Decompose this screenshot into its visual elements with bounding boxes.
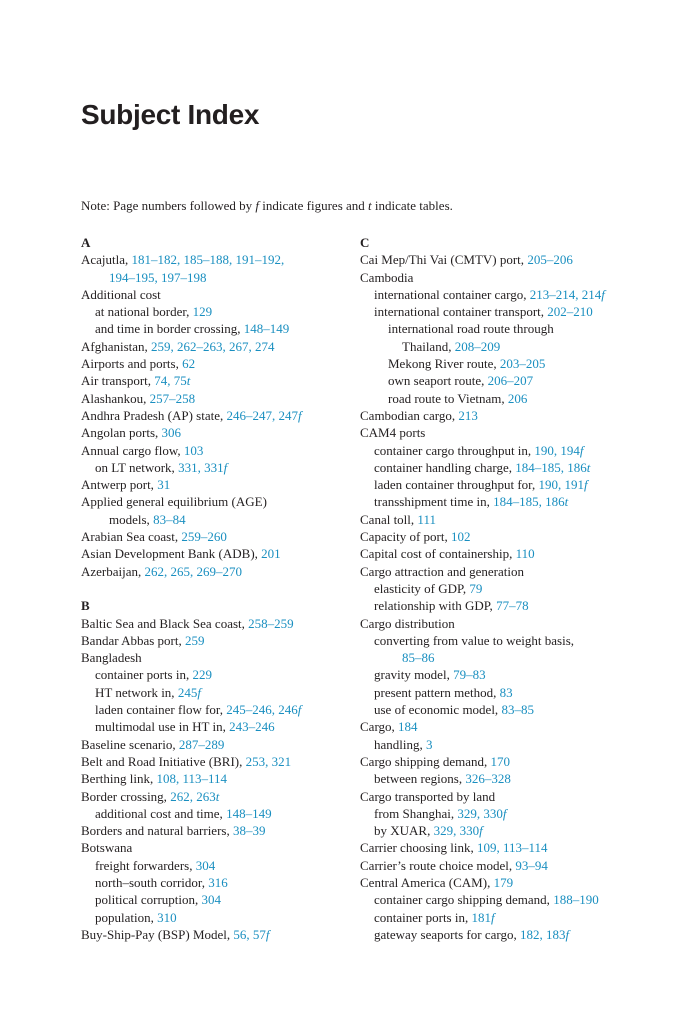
entry-term: Airports and ports, <box>81 356 183 372</box>
entry-page-links[interactable]: 56, 57f <box>233 926 270 942</box>
note-text: indicate tables. <box>371 198 453 213</box>
entry-page-links[interactable]: 243–246 <box>229 719 275 735</box>
entry-term: elasticity of GDP, <box>374 580 470 596</box>
index-entry <box>81 891 343 908</box>
entry-term: present pattern method, <box>374 684 500 700</box>
index-entry <box>360 666 660 683</box>
entry-page-links[interactable]: 253, 321 <box>245 753 292 769</box>
entry-term: CAM4 ports <box>360 425 426 441</box>
index-entry <box>360 355 660 372</box>
entry-page-links[interactable]: 206 <box>507 390 528 406</box>
entry-page-links[interactable]: 190, 191f <box>538 477 588 493</box>
entry-page-links[interactable]: 262, 265, 269–270 <box>144 563 243 579</box>
entry-page-links[interactable]: 258–259 <box>248 615 294 631</box>
index-entry <box>360 372 660 389</box>
entry-page-links[interactable]: 213–214, 214f <box>529 286 605 302</box>
index-entry <box>81 545 343 562</box>
index-entry <box>81 701 343 718</box>
entry-term: by XUAR, <box>374 823 434 839</box>
index-entry <box>360 615 660 632</box>
entry-term: container ports in, <box>95 667 193 683</box>
entry-term: additional cost and time, <box>95 805 227 821</box>
index-entry <box>81 563 343 580</box>
entry-term: transshipment time in, <box>374 494 494 510</box>
index-column-right <box>360 234 660 943</box>
entry-page-links[interactable]: 79–83 <box>453 667 486 683</box>
entry-page-links[interactable]: 111 <box>417 511 436 527</box>
entry-term: Cargo, <box>360 719 399 735</box>
entry-page-links[interactable]: 205–206 <box>527 252 573 268</box>
index-entry <box>360 753 660 770</box>
entry-term: Additional cost <box>81 286 161 302</box>
note-t: t <box>368 198 372 213</box>
entry-page-links[interactable]: 83 <box>499 684 513 700</box>
entry-term: Cai Mep/Thi Vai (CMTV) port, <box>360 252 528 268</box>
entry-term: Borders and natural barriers, <box>81 823 233 839</box>
entry-page-links[interactable]: 194–195, 197–198 <box>109 269 207 285</box>
entry-term: north–south corridor, <box>95 874 209 890</box>
entry-page-links[interactable]: 326–328 <box>465 771 511 787</box>
index-entry <box>81 493 343 510</box>
entry-term: HT network in, <box>95 684 178 700</box>
entry-term: Belt and Road Initiative (BRI), <box>81 753 246 769</box>
entry-page-links[interactable]: 170 <box>490 753 510 769</box>
entry-page-links[interactable]: 329, 330f <box>457 805 507 821</box>
entry-term: multimodal use in HT in, <box>95 719 230 735</box>
entry-term: Air transport, <box>81 373 155 389</box>
entry-page-links[interactable]: 74, 75t <box>154 373 191 389</box>
entry-page-links[interactable]: 259–260 <box>181 529 227 545</box>
index-entry <box>81 857 343 874</box>
entry-page-links[interactable]: 102 <box>450 529 471 545</box>
entry-page-links[interactable]: 184 <box>398 719 418 735</box>
entry-page-links[interactable]: 304 <box>195 857 216 873</box>
entry-page-links[interactable]: 208–209 <box>454 338 501 354</box>
index-entry <box>81 303 343 320</box>
entry-term: international road route through <box>388 321 554 337</box>
index-note <box>81 197 453 214</box>
entry-term: Alashankou, <box>81 390 150 406</box>
entry-page-links[interactable]: 202–210 <box>547 304 593 320</box>
index-entry <box>81 528 343 545</box>
index-entry <box>360 736 660 753</box>
entry-page-links[interactable]: 188–190 <box>553 892 599 908</box>
entry-term: models, <box>109 511 154 527</box>
entry-term: Bandar Abbas port, <box>81 632 185 648</box>
entry-page-links[interactable]: 245f <box>177 684 201 700</box>
index-entry <box>81 684 343 701</box>
entry-term: Thailand, <box>402 338 455 354</box>
index-entry <box>360 701 660 718</box>
index-entry <box>81 286 343 303</box>
index-entry <box>81 632 343 649</box>
entry-term: Berthing link, <box>81 771 157 787</box>
entry-page-links[interactable]: 181f <box>471 909 495 925</box>
entry-term: Cargo distribution <box>360 615 455 631</box>
entry-term: converting from value to weight basis, <box>374 632 575 648</box>
entry-term: laden container throughput for, <box>374 477 539 493</box>
entry-term: Central America (CAM), <box>360 874 494 890</box>
index-entry <box>81 251 343 268</box>
entry-term: Carrier’s route choice model, <box>360 857 516 873</box>
entry-page-links[interactable]: 109, 113–114 <box>476 840 548 856</box>
index-entry <box>360 788 660 805</box>
entry-term: container cargo throughput in, <box>374 442 535 458</box>
index-entry <box>360 320 660 337</box>
entry-term: Baseline scenario, <box>81 736 179 752</box>
entry-term: use of economic model, <box>374 702 502 718</box>
entry-page-links[interactable]: 259, 262–263, 267, 274 <box>151 338 275 354</box>
note-text: indicate figures and <box>259 198 369 213</box>
index-entry <box>360 459 660 476</box>
entry-term: political corruption, <box>95 892 202 908</box>
index-entry <box>360 580 660 597</box>
index-entry <box>360 632 660 649</box>
index-entry <box>360 909 660 926</box>
index-entry <box>360 407 660 424</box>
index-entry <box>81 320 343 337</box>
index-entry <box>81 338 343 355</box>
index-entry <box>360 528 660 545</box>
index-entry <box>360 303 660 320</box>
entry-page-links[interactable]: 85–86 <box>402 650 435 666</box>
index-entry <box>81 839 343 856</box>
entry-term: Border crossing, <box>81 788 171 804</box>
entry-term: road route to Vietnam, <box>388 390 508 406</box>
entry-term: Cargo shipping demand, <box>360 753 491 769</box>
entry-term: between regions, <box>374 771 466 787</box>
entry-page-links[interactable]: 148–149 <box>226 805 272 821</box>
index-entry <box>81 909 343 926</box>
entry-page-links[interactable]: 304 <box>201 892 222 908</box>
entry-term: Cambodian cargo, <box>360 407 459 423</box>
index-entry <box>360 286 660 303</box>
entry-term: Capital cost of containership, <box>360 546 516 562</box>
entry-term: gateway seaports for cargo, <box>374 926 520 942</box>
entry-term: container ports in, <box>374 909 472 925</box>
entry-page-links[interactable]: 213 <box>458 407 478 423</box>
entry-page-links[interactable]: 306 <box>161 425 182 441</box>
index-entry <box>360 545 660 562</box>
entry-term: on LT network, <box>95 459 179 475</box>
entry-page-links[interactable]: 201 <box>261 546 281 562</box>
entry-page-links[interactable]: 79 <box>469 580 483 596</box>
index-entry <box>81 442 343 459</box>
index-entry <box>360 839 660 856</box>
entry-page-links[interactable]: 259 <box>184 632 205 648</box>
index-entry <box>81 269 343 286</box>
entry-term: Azerbaijan, <box>81 563 145 579</box>
entry-page-links[interactable]: 229 <box>192 667 212 683</box>
entry-page-links[interactable]: 203–205 <box>499 356 546 372</box>
index-entry <box>81 666 343 683</box>
index-entry <box>360 251 660 268</box>
entry-page-links[interactable]: 62 <box>182 356 196 372</box>
entry-term: Cargo attraction and generation <box>360 563 525 579</box>
entry-term: relationship with GDP, <box>374 598 497 614</box>
entry-term: Angolan ports, <box>81 425 162 441</box>
entry-term: gravity model, <box>374 667 454 683</box>
entry-page-links[interactable]: 184–185, 186t <box>515 459 591 475</box>
index-entry <box>81 788 343 805</box>
index-entry <box>360 338 660 355</box>
index-column-left <box>81 234 343 943</box>
entry-term: Buy-Ship-Pay (BSP) Model, <box>81 926 234 942</box>
entry-page-links[interactable]: 181–182, 185–188, 191–192, <box>131 252 285 268</box>
entry-term: population, <box>95 909 158 925</box>
entry-page-links[interactable]: 331, 331f <box>178 459 228 475</box>
entry-term: container handling charge, <box>374 459 516 475</box>
entry-term: Baltic Sea and Black Sea coast, <box>81 615 249 631</box>
note-f: f <box>255 198 260 213</box>
entry-term: Annual cargo flow, <box>81 442 184 458</box>
index-entry <box>81 874 343 891</box>
page-title: Subject Index <box>81 99 260 130</box>
entry-term: Capacity of port, <box>360 529 451 545</box>
index-entry <box>360 857 660 874</box>
section-letter: C <box>360 235 370 250</box>
entry-term: Canal toll, <box>360 511 418 527</box>
section-spacer <box>81 580 343 597</box>
entry-page-links[interactable]: 245–246, 246f <box>226 702 302 718</box>
index-entry <box>360 563 660 580</box>
index-entry <box>360 926 660 943</box>
entry-page-links[interactable]: 206–207 <box>487 373 534 389</box>
entry-term: container cargo shipping demand, <box>374 892 554 908</box>
entry-page-links[interactable]: 262, 263t <box>170 788 220 804</box>
entry-term: from Shanghai, <box>374 805 458 821</box>
entry-term: Mekong River route, <box>388 356 500 372</box>
index-entry <box>81 718 343 735</box>
index-entry <box>360 390 660 407</box>
entry-page-links[interactable]: 108, 113–114 <box>156 771 228 787</box>
index-entry <box>81 355 343 372</box>
entry-term: Cargo transported by land <box>360 788 496 804</box>
section-letter: B <box>81 598 90 614</box>
index-entry <box>81 459 343 476</box>
index-entry <box>81 753 343 770</box>
index-entry <box>360 891 660 908</box>
entry-term: Acajutla, <box>81 252 132 268</box>
index-entry <box>360 684 660 701</box>
entry-term: Asian Development Bank (ADB), <box>81 546 262 562</box>
entry-page-links[interactable]: 3 <box>426 736 433 752</box>
index-entry <box>360 493 660 510</box>
index-entry <box>360 822 660 839</box>
entry-page-links[interactable]: 38–39 <box>232 823 266 839</box>
index-entry <box>81 372 343 389</box>
entry-term: own seaport route, <box>388 373 488 389</box>
index-entry <box>360 805 660 822</box>
entry-term: Antwerp port, <box>81 477 158 493</box>
index-entry <box>360 718 660 735</box>
entry-term: Afghanistan, <box>81 338 152 354</box>
index-entry <box>81 424 343 441</box>
entry-page-links[interactable]: 83–84 <box>153 511 186 527</box>
entry-page-links[interactable]: 129 <box>192 304 213 320</box>
entry-page-links[interactable]: 184–185, 186t <box>493 494 569 510</box>
entry-term: Bangladesh <box>81 650 142 666</box>
entry-page-links[interactable]: 182, 183f <box>519 926 570 942</box>
entry-page-links[interactable]: 310 <box>157 909 177 925</box>
entry-term: Arabian Sea coast, <box>81 529 182 545</box>
entry-page-links[interactable]: 190, 194f <box>534 442 584 458</box>
index-entry <box>360 511 660 528</box>
entry-page-links[interactable]: 77–78 <box>496 598 529 614</box>
entry-page-links[interactable]: 103 <box>183 442 204 458</box>
entry-page-links[interactable]: 31 <box>157 477 171 493</box>
entry-term: at national border, <box>95 304 193 320</box>
entry-page-links[interactable]: 93–94 <box>515 857 548 873</box>
entry-page-links[interactable]: 257–258 <box>149 390 196 406</box>
entry-term: freight forwarders, <box>95 857 196 873</box>
index-entry <box>81 926 343 943</box>
index-entry <box>360 442 660 459</box>
entry-term: international container transport, <box>374 304 548 320</box>
entry-page-links[interactable]: 148–149 <box>243 321 290 337</box>
entry-page-links[interactable]: 287–289 <box>178 736 225 752</box>
entry-term: Cambodia <box>360 269 414 285</box>
index-entry <box>81 407 343 424</box>
entry-term: Botswana <box>81 840 133 856</box>
entry-page-links[interactable]: 179 <box>493 874 514 890</box>
index-entry <box>81 805 343 822</box>
entry-term: handling, <box>374 736 426 752</box>
index-entry <box>81 615 343 632</box>
index-entry <box>360 649 660 666</box>
entry-page-links[interactable]: 316 <box>208 874 228 890</box>
index-entry <box>81 511 343 528</box>
entry-term: Applied general equilibrium (AGE) <box>81 494 267 510</box>
entry-term: Carrier choosing link, <box>360 840 477 856</box>
index-entry <box>360 269 660 286</box>
entry-page-links[interactable]: 83–85 <box>501 702 534 718</box>
index-entry <box>81 770 343 787</box>
index-entry <box>81 822 343 839</box>
entry-term: Andhra Pradesh (AP) state, <box>81 407 227 423</box>
entry-page-links[interactable]: 246–247, 247f <box>226 407 302 423</box>
index-entry <box>81 736 343 753</box>
index-entry <box>360 424 660 441</box>
entry-term: international container cargo, <box>374 286 530 302</box>
index-entry <box>360 476 660 493</box>
entry-page-links[interactable]: 329, 330f <box>433 823 483 839</box>
index-entry <box>81 390 343 407</box>
index-entry <box>81 649 343 666</box>
entry-term: laden container flow for, <box>95 702 227 718</box>
index-entry <box>360 874 660 891</box>
note-text: Note: Page numbers followed by <box>81 198 256 213</box>
index-entry <box>360 770 660 787</box>
index-entry <box>81 476 343 493</box>
entry-page-links[interactable]: 110 <box>515 546 535 562</box>
index-entry <box>360 597 660 614</box>
section-letter: A <box>81 235 91 250</box>
entry-term: and time in border crossing, <box>95 321 244 337</box>
